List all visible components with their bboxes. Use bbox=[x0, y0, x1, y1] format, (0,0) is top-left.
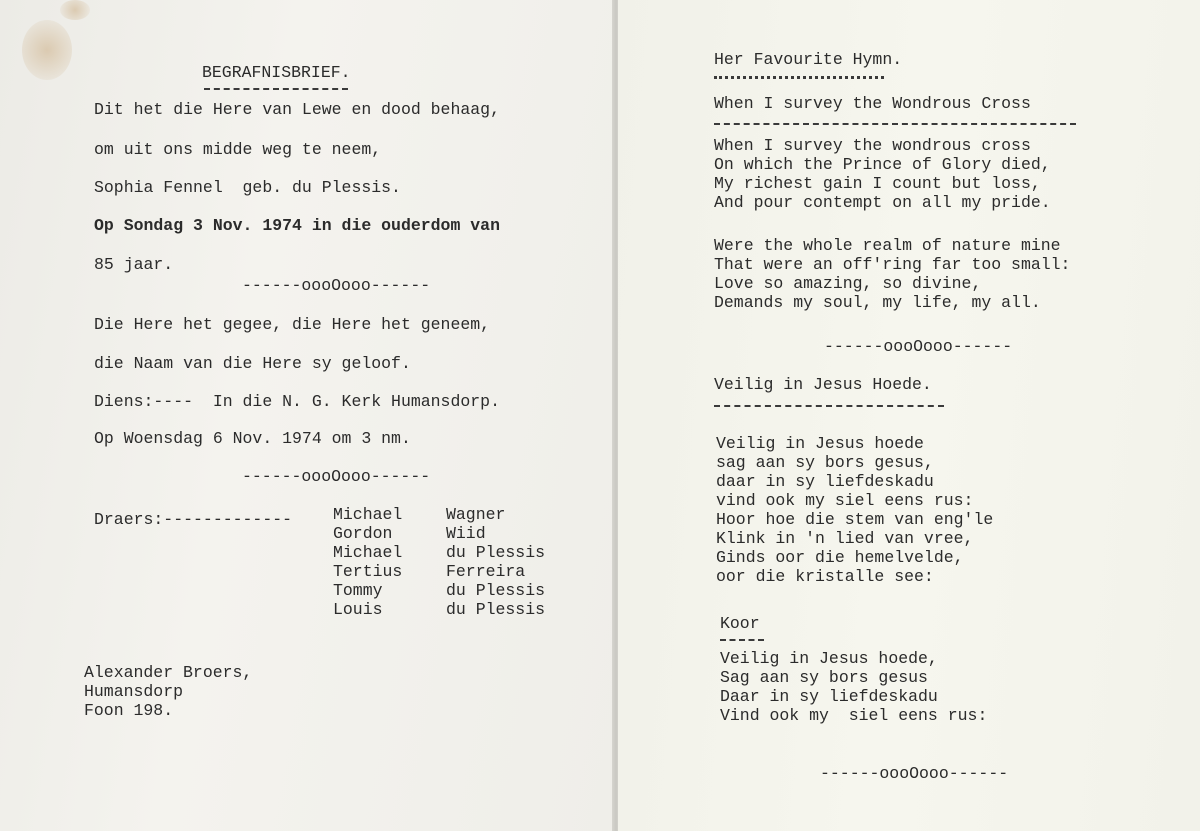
hymn2-title: Veilig in Jesus Hoede. bbox=[714, 375, 932, 394]
draer-first-name: Michael bbox=[333, 505, 403, 524]
koor-lines bbox=[720, 649, 987, 725]
draer-first-name: Tommy bbox=[333, 581, 383, 600]
scripture-line: Die Here het gegee, die Here het geneem, bbox=[94, 315, 491, 334]
koor-underline bbox=[720, 639, 764, 641]
hymn1-stanza1 bbox=[714, 136, 1051, 212]
hymn1-stanza2 bbox=[714, 236, 1070, 312]
verse-line: Demands my soul, my life, my all. bbox=[714, 293, 1041, 312]
verse-line: That were an off'ring far too small: bbox=[714, 255, 1071, 274]
verse-line: Daar in sy liefdeskadu bbox=[720, 687, 938, 706]
heading-underline bbox=[714, 76, 884, 79]
undertaker-line: Alexander Broers, bbox=[84, 663, 253, 682]
verse-line: Hoor hoe die stem van eng'le bbox=[716, 510, 994, 529]
separator: ------oooOooo------ bbox=[820, 764, 1009, 783]
undertaker-line: Foon 198. bbox=[84, 701, 174, 720]
verse-line: Love so amazing, so divine, bbox=[714, 274, 982, 293]
hymn1-title-underline bbox=[714, 123, 1076, 125]
notice-line: om uit ons midde weg te neem, bbox=[94, 140, 382, 159]
notice-line: 85 jaar. bbox=[94, 255, 174, 274]
paper-stain bbox=[60, 0, 90, 20]
draer-first-name: Tertius bbox=[333, 562, 403, 581]
draer-surname: Wiid bbox=[446, 524, 486, 543]
verse-line: My richest gain I count but loss, bbox=[714, 174, 1041, 193]
draer-surname: du Plessis bbox=[446, 543, 546, 562]
notice-line: Dit het die Here van Lewe en dood behaag, bbox=[94, 100, 500, 119]
separator: ------oooOooo------ bbox=[242, 467, 431, 486]
verse-line: On which the Prince of Glory died, bbox=[714, 155, 1051, 174]
hymn2-stanza1 bbox=[716, 434, 993, 586]
verse-line: Klink in 'n lied van vree, bbox=[716, 529, 974, 548]
verse-line: Veilig in Jesus hoede bbox=[716, 434, 924, 453]
notice-line: Op Sondag 3 Nov. 1974 in die ouderdom van bbox=[94, 216, 500, 235]
draer-surname: du Plessis bbox=[446, 600, 546, 619]
page-title: BEGRAFNISBRIEF. bbox=[202, 63, 351, 82]
separator: ------oooOooo------ bbox=[242, 276, 431, 295]
verse-line: And pour contempt on all my pride. bbox=[714, 193, 1051, 212]
koor-label: Koor bbox=[720, 614, 760, 633]
verse-line: daar in sy liefdeskadu bbox=[716, 472, 934, 491]
draer-surname: Wagner bbox=[446, 505, 506, 524]
right-page bbox=[618, 0, 1200, 831]
verse-line: vind ook my siel eens rus: bbox=[716, 491, 974, 510]
undertaker-line: Humansdorp bbox=[84, 682, 184, 701]
separator: ------oooOooo------ bbox=[824, 337, 1013, 356]
draers-surnames bbox=[446, 505, 545, 619]
draers-first-names bbox=[333, 505, 402, 619]
draer-surname: Ferreira bbox=[446, 562, 526, 581]
verse-line: Veilig in Jesus hoede, bbox=[720, 649, 938, 668]
hymn2-title-underline bbox=[714, 405, 944, 407]
verse-line: Were the whole realm of nature mine bbox=[714, 236, 1061, 255]
draer-surname: du Plessis bbox=[446, 581, 546, 600]
paper-stain bbox=[22, 20, 72, 80]
verse-line: Ginds oor die hemelvelde, bbox=[716, 548, 964, 567]
verse-line: When I survey the wondrous cross bbox=[714, 136, 1031, 155]
service-line: Diens:---- In die N. G. Kerk Humansdorp. bbox=[94, 392, 500, 411]
verse-line: Sag aan sy bors gesus bbox=[720, 668, 928, 687]
verse-line: sag aan sy bors gesus, bbox=[716, 453, 934, 472]
hymn1-title: When I survey the Wondrous Cross bbox=[714, 94, 1031, 113]
draer-first-name: Gordon bbox=[333, 524, 393, 543]
verse-line: Vind ook my siel eens rus: bbox=[720, 706, 988, 725]
service-date-line: Op Woensdag 6 Nov. 1974 om 3 nm. bbox=[94, 429, 411, 448]
scripture-line: die Naam van die Here sy geloof. bbox=[94, 354, 411, 373]
draer-first-name: Louis bbox=[333, 600, 383, 619]
title-underline bbox=[204, 88, 348, 90]
deceased-name: Sophia Fennel geb. du Plessis. bbox=[94, 178, 401, 197]
hymn-heading: Her Favourite Hymn. bbox=[714, 50, 903, 69]
draer-first-name: Michael bbox=[333, 543, 403, 562]
draers-label: Draers:------------- bbox=[94, 510, 293, 529]
verse-line: oor die kristalle see: bbox=[716, 567, 934, 586]
undertaker-address bbox=[84, 663, 252, 720]
